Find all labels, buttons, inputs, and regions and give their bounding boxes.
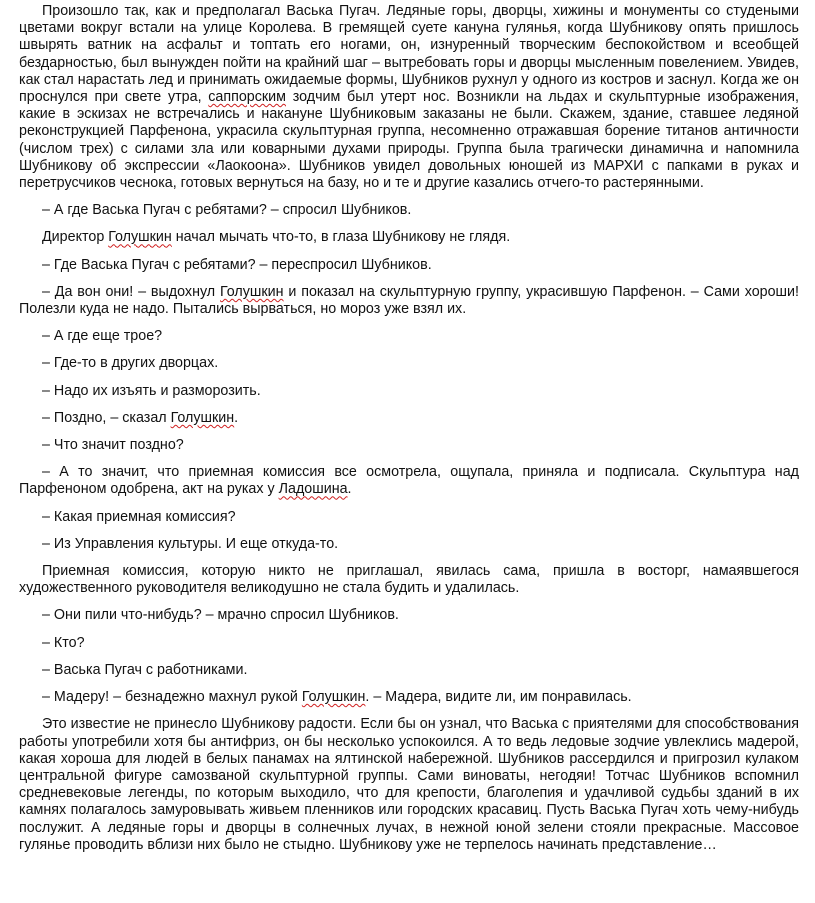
paragraph-text: – Да вон они! – выдохнул	[42, 283, 220, 300]
paragraph-text: – Поздно, – сказал	[42, 409, 171, 426]
paragraph	[19, 284, 799, 318]
paragraph-text: – Васька Пугач с работниками.	[42, 661, 248, 678]
paragraph	[19, 257, 799, 274]
paragraph	[19, 563, 799, 597]
paragraph-text: – Где-то в других дворцах.	[42, 355, 219, 372]
misspelled-word[interactable]: Голушкин	[108, 229, 172, 246]
paragraph	[19, 464, 799, 498]
paragraph	[19, 383, 799, 400]
paragraph	[19, 635, 799, 652]
paragraph-text: – А где Васька Пугач с ребятами? – спросил Шубников.	[42, 202, 412, 219]
paragraph	[19, 355, 799, 372]
paragraph-text: Директор	[42, 229, 109, 246]
paragraph	[19, 716, 799, 854]
misspelled-word[interactable]: Ладошина	[278, 481, 348, 498]
paragraph-text: .	[347, 481, 352, 498]
paragraph-text: – А где еще трое?	[42, 328, 163, 345]
misspelled-word[interactable]: Голушкин	[170, 409, 235, 426]
paragraph	[19, 437, 799, 454]
paragraph	[19, 607, 799, 624]
paragraph-text: начал мычать что-то, в глаза Шубникову не глядя.	[171, 229, 511, 246]
paragraph-text: – Какая приемная комиссия?	[42, 508, 236, 525]
paragraph	[19, 662, 799, 679]
paragraph	[19, 509, 799, 526]
misspelled-word[interactable]: саппорским	[208, 89, 286, 106]
misspelled-word[interactable]: Голушкин	[301, 689, 366, 706]
paragraph	[19, 689, 799, 706]
paragraph-text: зодчим был утерт нос. Возникли на льдах и скульптурные изображения, какие в эскизах не встречались и накануне Шубниковым заказаны не были. Скажем, здание, ставшее ледяной реконструкцией Парфенона, украсила скульптурная группа, несомненно отражавшая борение титанов античности (числом трех) с силами зла или коварными духами природы. Группа была трагически динамична и напомнила Шубникову об экспрессии «Лаокоона». Шубников увидел довольных юношей из МАРХИ с папками в руках и перетрусчиков чеснока, готовых вернуться на базу, но и те и другие казались отчего-то растерянными.	[19, 89, 799, 192]
paragraph	[19, 202, 799, 219]
paragraph-text: .	[234, 409, 239, 426]
paragraph-text: . – Мадера, видите ли, им понравилась.	[365, 689, 632, 706]
paragraph-text: – А то значит, что приемная комиссия все осмотрела, ощупала, приняла и подписала. Скульптура над Парфеноном одобрена, акт на руках у	[19, 464, 799, 498]
paragraph-text: Приемная комиссия, которую никто не приглашал, явилась сама, пришла в восторг, намаявшегося художественного руководителя великодушно не стала будить и удалилась.	[19, 563, 799, 597]
paragraph-text: – Надо их изъять и разморозить.	[42, 382, 261, 399]
paragraph-text: – Кто?	[42, 634, 85, 651]
paragraph-text: Это известие не принесло Шубникову радости. Если бы он узнал, что Васька с приятелями для способствования работы употребили хотя бы антифриз, он бы несколько успокоился. А то ведь ледовые зодчие увлеклись мадерой, какая хороша для людей в белых панамах на ялтинской набережной. Шубников рассердился и пригрозил кулаком центральной фигуре самозваной скульптурной группы. Сами виноваты, негодяи! Тотчас Шубников вспомнил средневековые легенды, по которым выходило, что для крепости, благолепия и удачливой судьбы зданий в их камнях полагалось замуровывать живьем пленников или городских красавиц. Пусть Васька Пугач хоть чему-нибудь послужит. А ледяные горы и дворцы в солнечных лучах, в нежной юной зелени стояли прекрасные. Массовое гулянье проводить вблизи них было не стыдно. Шубникову уже не терпелось начинать представление…	[19, 716, 799, 853]
paragraph-text: Произошло так, как и предполагал Васька Пугач. Ледяные горы, дворцы, хижины и монументы со студеными цветами вокруг встали на улице Королева. В гремящей суете кануна гулянья, когда Шубникову опять пришлось швырять ватник на асфальт и топтать его ногами, он, изнуренный творческим беспокойством и всеобщей бездарностью, был вынужден пойти на крайний шаг – вытребовать горы и дворцы мысленным повелением. Увидев, как стал нарастать лед и принимать ожидаемые формы, Шубников рухнул у одного из костров и заснул. Когда же он проснулся при свете утра,	[19, 3, 799, 106]
paragraph-text: – Они пили что-нибудь? – мрачно спросил Шубников.	[42, 607, 399, 624]
paragraph-text: – Что значит поздно?	[42, 437, 184, 454]
paragraph	[19, 229, 799, 246]
paragraph-text: – Мадеру! – безнадежно махнул рукой	[42, 689, 302, 706]
paragraph-text: и показал на скульптурную группу, украсившую Парфенон. – Сами хороши! Полезли куда не надо. Пытались вырваться, но мороз уже взял их.	[19, 283, 799, 318]
paragraph	[19, 410, 799, 427]
paragraph-text: – Из Управления культуры. И еще откуда-то.	[42, 535, 339, 552]
paragraph-text: – Где Васька Пугач с ребятами? – переспросил Шубников.	[42, 256, 432, 273]
paragraph	[19, 536, 799, 553]
misspelled-word[interactable]: Голушкин	[220, 283, 284, 300]
paragraph	[19, 3, 799, 192]
paragraph	[19, 328, 799, 345]
